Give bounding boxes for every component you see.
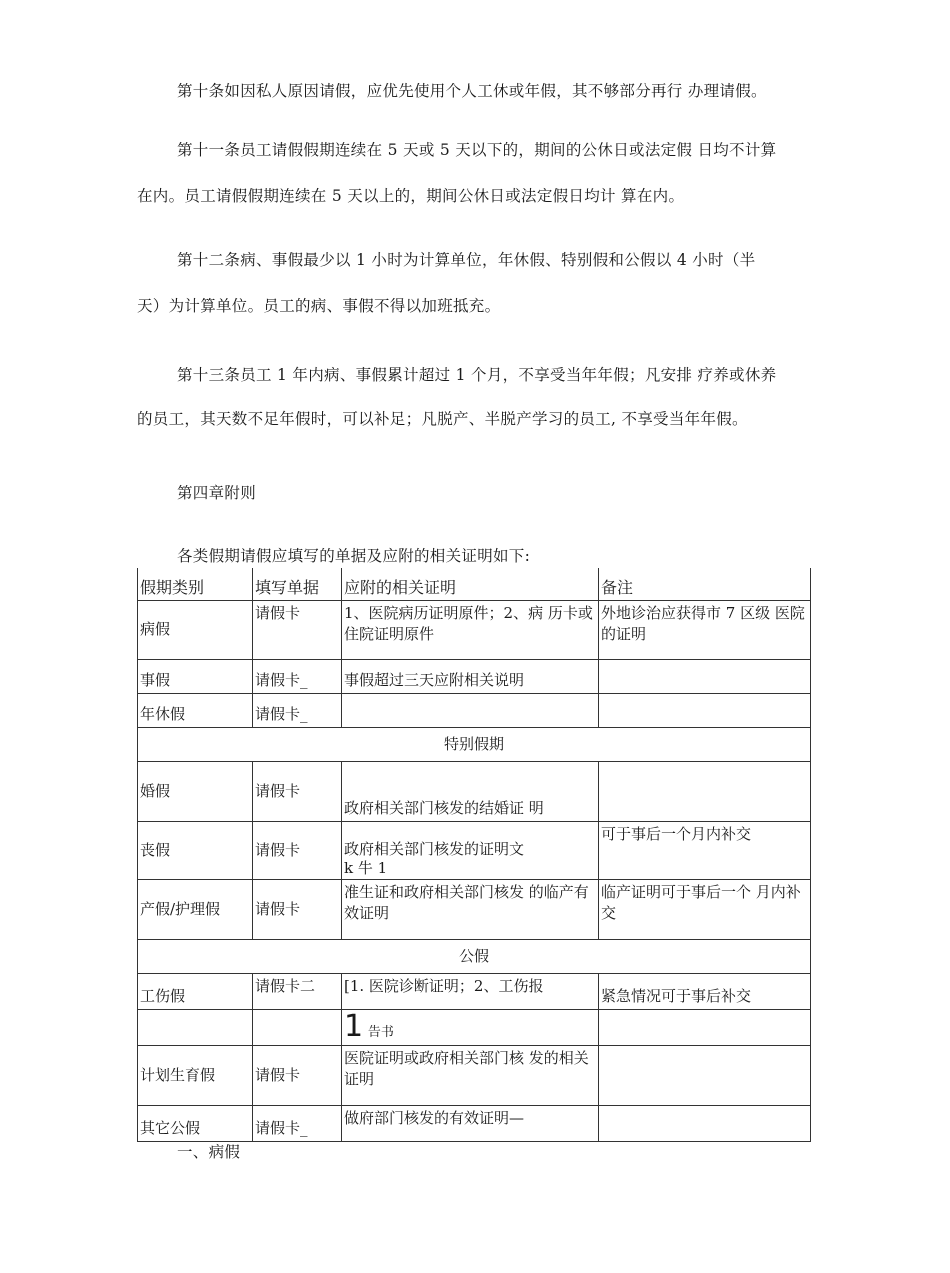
- cell-proof-line2: k 牛 1: [344, 858, 388, 877]
- cell-proof: 1、医院病历证明原件；2、病 历卡或住院证明原件: [342, 600, 599, 659]
- cell-proof: 做府部门核发的有效证明—: [342, 1105, 599, 1141]
- article-13-line1: 第十三条员工 1 年内病、事假累计超过 1 个月，不享受当年年假；凡安排 疗养或休养: [177, 366, 777, 384]
- cell-type: 婚假: [138, 761, 253, 821]
- cell-type: 工伤假: [138, 973, 253, 1009]
- cell-proof: 事假超过三天应附相关说明: [342, 659, 599, 693]
- cell-proof: 医院证明或政府相关部门核 发的相关证明: [342, 1045, 599, 1105]
- cell-note: [599, 1045, 811, 1105]
- cell-note: [599, 693, 811, 727]
- cell-type: 事假: [138, 659, 253, 693]
- table-row: [138, 761, 811, 821]
- article-11-line2: 在内。员工请假假期连续在 5 天以上的，期间公休日或法定假日均计 算在内。: [137, 187, 685, 205]
- cell-form: 请假卡: [253, 600, 342, 659]
- cell-note: 紧急情况可于事后补交: [599, 973, 811, 1009]
- leave-table: [137, 568, 811, 1142]
- cell-proof: [342, 693, 599, 727]
- cell-proof: 政府相关部门核发的结婚证 明: [342, 761, 599, 821]
- cell-form: 请假卡_: [253, 693, 342, 727]
- cell-type: 产假/护理假: [138, 879, 253, 939]
- cell-form: 请假卡_: [253, 659, 342, 693]
- cell-proof: [342, 1009, 599, 1045]
- cell-form: 请假卡: [253, 879, 342, 939]
- article-12-line2: 天）为计算单位。员工的病、事假不得以加班抵充。: [137, 297, 501, 315]
- article-11-line1: 第十一条员工请假假期连续在 5 天或 5 天以下的，期间的公休日或法定假 日均不计算: [177, 141, 777, 159]
- cell-note: [599, 659, 811, 693]
- cell-proof: 准生证和政府相关部门核发 的临产有效证明: [342, 879, 599, 939]
- cell-note: 可于事后一个月内补交: [599, 821, 811, 879]
- table-row: [138, 1009, 811, 1045]
- article-13-line2: 的员工，其天数不足年假时，可以补足；凡脱产、半脱产学习的员工, 不享受当年年假。: [137, 410, 748, 428]
- cell-type: 计划生育假: [138, 1045, 253, 1105]
- table-row: [138, 600, 811, 659]
- header-note: 备注: [599, 568, 811, 600]
- cell-type: 丧假: [138, 821, 253, 879]
- section-special-label: 特别假期: [138, 727, 811, 761]
- cell-form: 请假卡: [253, 1045, 342, 1105]
- cell-form: 请假卡_: [253, 1105, 342, 1141]
- article-12-line1: 第十二条病、事假最少以 1 小时为计算单位，年休假、特别假和公假以 4 小时（半: [177, 251, 756, 269]
- proof-big-number: 1: [344, 1009, 364, 1044]
- cell-proof: [1. 医院诊断证明；2、工伤报: [342, 973, 599, 1009]
- footer-item: 一、病假: [177, 1143, 241, 1161]
- header-proof: 应附的相关证明: [342, 568, 599, 600]
- cell-form: 请假卡: [253, 761, 342, 821]
- header-form: 填写单据: [253, 568, 342, 600]
- cell-note: 临产证明可于事后一个 月内补交: [599, 879, 811, 939]
- cell-note: 外地诊治应获得市 7 区级 医院的证明: [599, 600, 811, 659]
- table-row: [138, 1105, 811, 1141]
- cell-note: [599, 1009, 811, 1045]
- header-type: 假期类别: [138, 568, 253, 600]
- cell-type: 病假: [138, 600, 253, 659]
- chapter-heading: 第四章附则: [177, 484, 257, 502]
- table-row: [138, 879, 811, 939]
- cell-form: 请假卡: [253, 821, 342, 879]
- section-public-label: 公假: [138, 939, 811, 973]
- cell-note: [599, 761, 811, 821]
- table-row: [138, 659, 811, 693]
- table-row: [138, 973, 811, 1009]
- table-row: [138, 693, 811, 727]
- table-row: [138, 821, 811, 879]
- cell-proof: [342, 821, 599, 879]
- cell-note: [599, 1105, 811, 1141]
- table-intro: 各类假期请假应填写的单据及应附的相关证明如下:: [177, 547, 531, 565]
- cell-type: [138, 1009, 253, 1045]
- proof-small-text: 告书: [367, 1024, 394, 1040]
- cell-proof-line1: 政府相关部门核发的证明文: [344, 839, 525, 858]
- cell-form: [253, 1009, 342, 1045]
- table-header-row: [138, 568, 811, 600]
- section-row-special: [138, 727, 811, 761]
- cell-form: 请假卡二: [253, 973, 342, 1009]
- article-10: 第十条如因私人原因请假，应优先使用个人工休或年假，其不够部分再行 办理请假。: [177, 82, 767, 100]
- section-row-public: [138, 939, 811, 973]
- table-row: [138, 1045, 811, 1105]
- cell-type: 年休假: [138, 693, 253, 727]
- cell-type: 其它公假: [138, 1105, 253, 1141]
